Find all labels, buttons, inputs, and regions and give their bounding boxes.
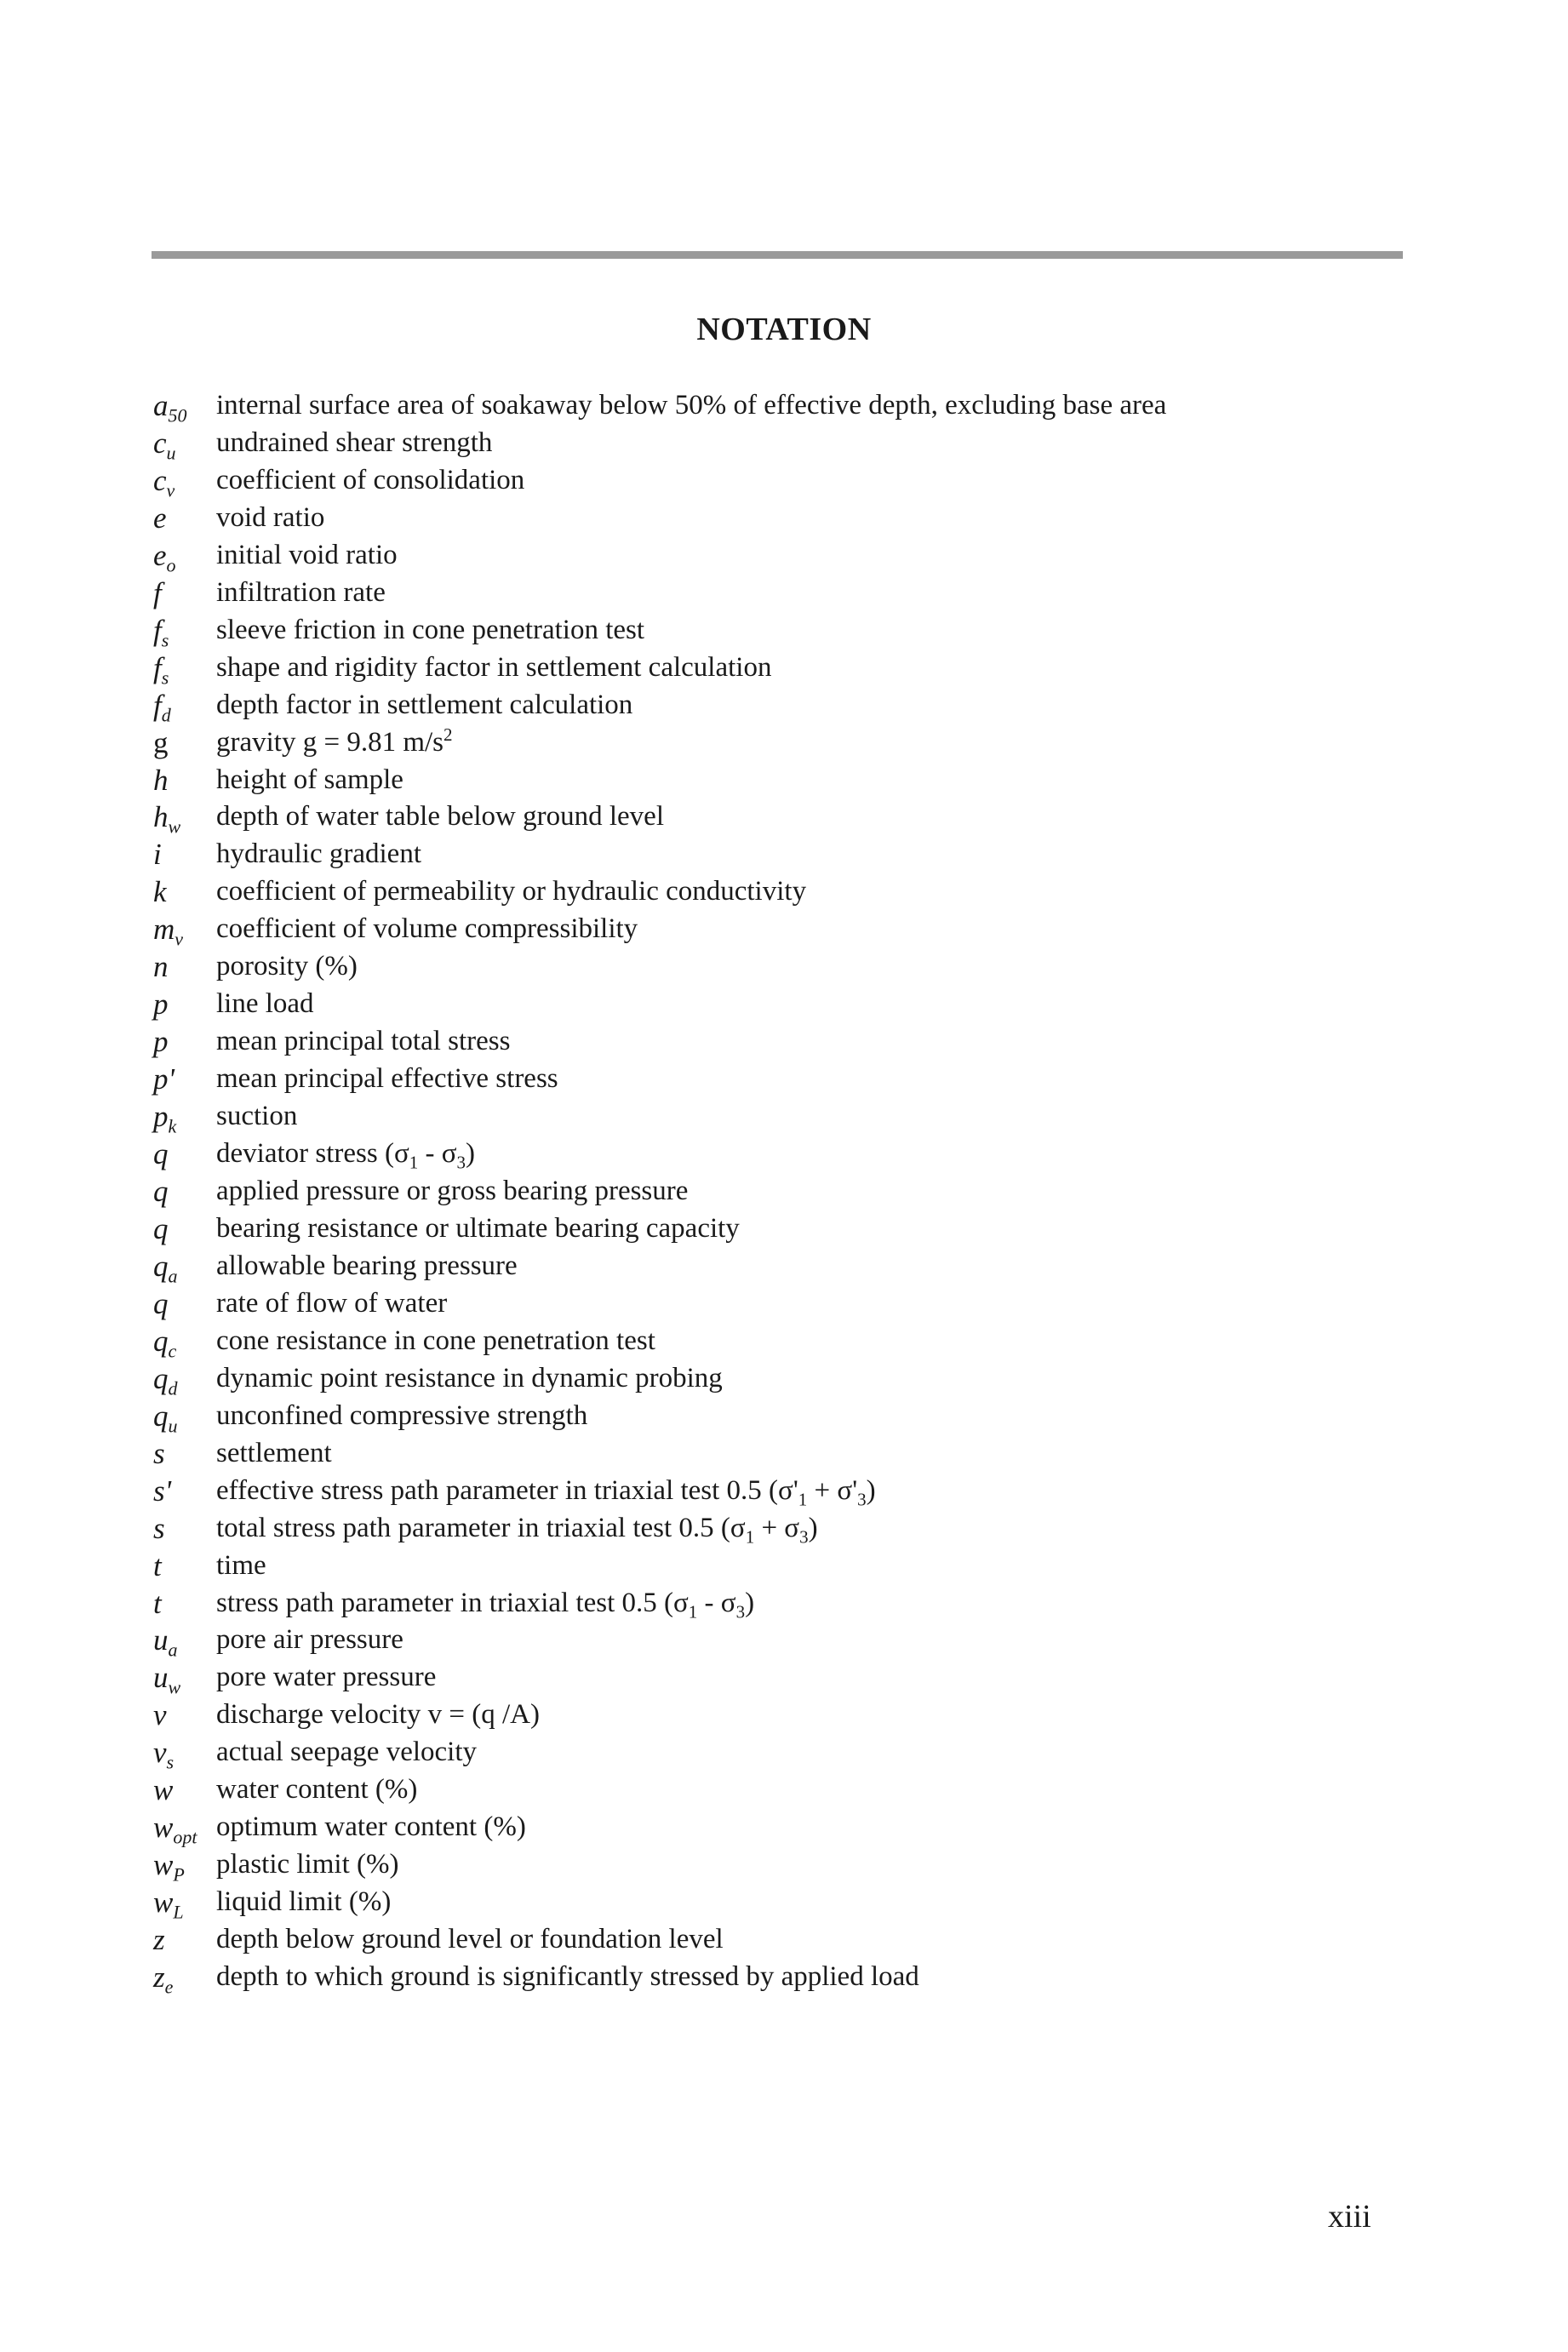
symbol-subscript: u bbox=[166, 442, 176, 464]
symbol-base: v bbox=[153, 1736, 167, 1770]
notation-row bbox=[153, 1585, 1405, 1622]
notation-row bbox=[153, 836, 1405, 873]
notation-symbol bbox=[153, 1959, 216, 1996]
notation-description bbox=[216, 1323, 655, 1360]
description-desc: total stress path parameter in triaxial test 0.5 (σ bbox=[216, 1512, 746, 1543]
symbol-base: g bbox=[153, 725, 169, 759]
description-desc: suction bbox=[216, 1101, 298, 1132]
notation-description bbox=[216, 1846, 398, 1884]
notation-row bbox=[153, 1323, 1405, 1360]
description-desc: water content (%) bbox=[216, 1774, 418, 1805]
notation-row bbox=[153, 1473, 1405, 1510]
description-desc-end: ) bbox=[745, 1587, 755, 1618]
symbol-base: f bbox=[153, 613, 162, 647]
notation-symbol bbox=[153, 387, 216, 425]
symbol-subscript: L bbox=[173, 1901, 184, 1923]
notation-symbol bbox=[153, 1173, 216, 1210]
notation-description bbox=[216, 1285, 447, 1323]
description-desc: optimum water content (%) bbox=[216, 1811, 526, 1843]
description-desc-end: ) bbox=[808, 1512, 818, 1543]
description-desc-s1: 1 bbox=[745, 1526, 755, 1548]
notation-row bbox=[153, 575, 1405, 612]
notation-row bbox=[153, 1884, 1405, 1921]
symbol-subscript: P bbox=[173, 1863, 185, 1886]
symbol-base: m bbox=[153, 913, 175, 947]
description-desc: deviator stress (σ bbox=[216, 1138, 409, 1170]
notation-description bbox=[216, 1173, 688, 1210]
symbol-base: i bbox=[153, 838, 162, 872]
description-desc: unconfined compressive strength bbox=[216, 1399, 588, 1431]
notation-symbol bbox=[153, 1435, 216, 1473]
symbol-base: w bbox=[153, 1811, 174, 1845]
notation-symbol bbox=[153, 1921, 216, 1959]
description-desc: actual seepage velocity bbox=[216, 1737, 478, 1768]
description-desc-mid: - σ bbox=[418, 1138, 457, 1170]
symbol-base: k bbox=[153, 875, 167, 909]
notation-description bbox=[216, 687, 632, 724]
symbol-base: t bbox=[153, 1548, 162, 1582]
notation-row bbox=[153, 1734, 1405, 1771]
notation-row bbox=[153, 650, 1405, 687]
notation-row bbox=[153, 425, 1405, 462]
description-desc: dynamic point resistance in dynamic probing bbox=[216, 1362, 723, 1393]
description-desc: allowable bearing pressure bbox=[216, 1250, 518, 1281]
header-rule bbox=[152, 251, 1403, 259]
notation-row bbox=[153, 687, 1405, 724]
notation-description bbox=[216, 425, 492, 462]
notation-row bbox=[153, 1398, 1405, 1435]
description-desc: initial void ratio bbox=[216, 539, 398, 570]
symbol-base: n bbox=[153, 950, 169, 984]
notation-row bbox=[153, 500, 1405, 537]
notation-row bbox=[153, 537, 1405, 575]
symbol-base: q bbox=[153, 1211, 169, 1245]
notation-description bbox=[216, 1884, 391, 1921]
description-desc: coefficient of volume compressibility bbox=[216, 913, 638, 945]
symbol-base: f bbox=[153, 575, 162, 609]
notation-row bbox=[153, 1697, 1405, 1734]
symbol-base: q bbox=[153, 1286, 169, 1320]
notation-description bbox=[216, 1098, 297, 1136]
symbol-base: s' bbox=[153, 1474, 172, 1508]
notation-description bbox=[216, 948, 358, 986]
notation-row bbox=[153, 724, 1405, 762]
notation-description bbox=[216, 1023, 511, 1061]
page-title: NOTATION bbox=[696, 312, 872, 347]
symbol-base: w bbox=[153, 1886, 174, 1920]
symbol-subscript: s bbox=[161, 629, 169, 651]
description-desc-end: ) bbox=[866, 1474, 876, 1506]
description-desc: discharge velocity v = (q /A) bbox=[216, 1699, 540, 1731]
symbol-subscript: a bbox=[168, 1640, 178, 1662]
notation-symbol bbox=[153, 911, 216, 951]
notation-description bbox=[216, 462, 524, 500]
notation-description bbox=[216, 387, 1166, 425]
description-desc: bearing resistance or ultimate bearing capacity bbox=[216, 1212, 740, 1244]
description-desc-mid: + σ bbox=[754, 1512, 800, 1543]
symbol-subscript: u bbox=[168, 1415, 178, 1437]
notation-symbol bbox=[153, 1510, 216, 1548]
description-desc-end: ) bbox=[466, 1138, 476, 1170]
description-desc: sleeve friction in cone penetration test bbox=[216, 614, 645, 645]
description-desc-s1: 1 bbox=[409, 1152, 419, 1173]
notation-symbol bbox=[153, 948, 216, 986]
symbol-base: c bbox=[153, 426, 167, 460]
notation-description bbox=[216, 762, 403, 799]
description-desc: porosity (%) bbox=[216, 951, 358, 982]
symbol-base: q bbox=[153, 1175, 169, 1209]
notation-row bbox=[153, 1809, 1405, 1846]
description-desc-mid: + σ' bbox=[807, 1474, 858, 1506]
notation-row bbox=[153, 387, 1405, 425]
notation-symbol bbox=[153, 425, 216, 462]
symbol-base: a bbox=[153, 389, 169, 422]
notation-description bbox=[216, 1061, 558, 1098]
notation-description bbox=[216, 1473, 876, 1510]
notation-description bbox=[216, 1771, 417, 1809]
description-desc: effective stress path parameter in triaxial test 0.5 (σ' bbox=[216, 1474, 798, 1506]
notation-row bbox=[153, 1959, 1405, 1996]
description-desc: line load bbox=[216, 988, 314, 1020]
notation-row bbox=[153, 1622, 1405, 1662]
description-desc: plastic limit (%) bbox=[216, 1849, 399, 1880]
symbol-subscript: c bbox=[168, 1340, 177, 1362]
notation-description bbox=[216, 1360, 723, 1398]
symbol-base: u bbox=[153, 1661, 169, 1695]
symbol-subscript: 50 bbox=[168, 404, 187, 426]
notation-row bbox=[153, 1098, 1405, 1136]
symbol-base: c bbox=[153, 463, 167, 497]
description-desc: depth below ground level or foundation level bbox=[216, 1924, 724, 1955]
notation-description bbox=[216, 1622, 403, 1659]
description-desc: void ratio bbox=[216, 501, 325, 533]
description-desc: height of sample bbox=[216, 764, 403, 795]
symbol-base: t bbox=[153, 1586, 162, 1620]
notation-row bbox=[153, 1061, 1405, 1098]
notation-description bbox=[216, 986, 314, 1023]
notation-description bbox=[216, 1959, 919, 1996]
notation-symbol bbox=[153, 1061, 216, 1098]
notation-row bbox=[153, 1210, 1405, 1248]
notation-symbol bbox=[153, 1659, 216, 1697]
description-desc: internal surface area of soakaway below 50% of effective depth, excluding base area bbox=[216, 390, 1167, 421]
notation-row bbox=[153, 1548, 1405, 1585]
notation-symbol bbox=[153, 1473, 216, 1510]
symbol-base: s bbox=[153, 1511, 165, 1545]
symbol-subscript: v bbox=[175, 929, 184, 951]
notation-row bbox=[153, 1846, 1405, 1884]
notation-row bbox=[153, 1659, 1405, 1697]
notation-symbol bbox=[153, 650, 216, 687]
notation-symbol bbox=[153, 1884, 216, 1921]
symbol-base: z bbox=[153, 1923, 165, 1957]
notation-symbol bbox=[153, 1023, 216, 1061]
symbol-base: w bbox=[153, 1773, 174, 1807]
description-desc-s1: 1 bbox=[688, 1601, 698, 1622]
notation-row bbox=[153, 948, 1405, 986]
notation-symbol bbox=[153, 462, 216, 500]
symbol-base: w bbox=[153, 1848, 174, 1882]
notation-description bbox=[216, 1136, 475, 1173]
notation-symbol bbox=[153, 1136, 216, 1173]
symbol-subscript: s bbox=[166, 1752, 175, 1773]
symbol-base: z bbox=[153, 1960, 165, 1994]
notation-row bbox=[153, 1921, 1405, 1959]
notation-description bbox=[216, 1510, 818, 1548]
notation-symbol bbox=[153, 1398, 216, 1435]
notation-symbol bbox=[153, 500, 216, 537]
description-desc: hydraulic gradient bbox=[216, 838, 421, 870]
notation-description bbox=[216, 836, 421, 873]
symbol-base: f bbox=[153, 650, 162, 684]
notation-description bbox=[216, 873, 806, 911]
notation-description bbox=[216, 1659, 436, 1697]
description-desc: undrained shear strength bbox=[216, 426, 493, 458]
symbol-subscript: v bbox=[166, 479, 175, 501]
notation-symbol bbox=[153, 1846, 216, 1884]
notation-symbol bbox=[153, 986, 216, 1023]
notation-row bbox=[153, 986, 1405, 1023]
notation-symbol bbox=[153, 575, 216, 612]
notation-symbol bbox=[153, 724, 216, 762]
notation-symbol bbox=[153, 1548, 216, 1585]
notation-description bbox=[216, 1398, 587, 1435]
notation-symbol bbox=[153, 1210, 216, 1248]
notation-symbol bbox=[153, 1360, 216, 1398]
notation-description bbox=[216, 724, 453, 762]
description-desc-s1: 1 bbox=[798, 1489, 808, 1510]
notation-description bbox=[216, 1248, 518, 1285]
description-desc: time bbox=[216, 1549, 266, 1581]
notation-symbol bbox=[153, 612, 216, 650]
symbol-subscript: w bbox=[168, 1677, 181, 1699]
notation-row bbox=[153, 1435, 1405, 1473]
notation-symbol bbox=[153, 1248, 216, 1285]
notation-row bbox=[153, 1248, 1405, 1285]
description-desc: stress path parameter in triaxial test 0.5 (σ bbox=[216, 1587, 689, 1618]
description-desc: depth to which ground is significantly stressed by applied load bbox=[216, 1961, 919, 1993]
description-desc: mean principal effective stress bbox=[216, 1063, 558, 1095]
notation-row bbox=[153, 1136, 1405, 1173]
symbol-base: h bbox=[153, 800, 169, 834]
notation-symbol bbox=[153, 836, 216, 873]
description-desc: shape and rigidity factor in settlement calculation bbox=[216, 651, 772, 683]
notation-symbol bbox=[153, 1323, 216, 1360]
description-desc: coefficient of consolidation bbox=[216, 464, 525, 495]
notation-list bbox=[153, 387, 1405, 1996]
description-desc-sup: 2 bbox=[444, 724, 453, 745]
symbol-subscript: a bbox=[168, 1265, 178, 1287]
notation-description bbox=[216, 798, 664, 836]
notation-row bbox=[153, 798, 1405, 836]
notation-row bbox=[153, 1023, 1405, 1061]
symbol-base: q bbox=[153, 1399, 169, 1433]
notation-description bbox=[216, 1210, 740, 1248]
notation-description bbox=[216, 500, 324, 537]
notation-row bbox=[153, 1173, 1405, 1210]
description-desc: pore air pressure bbox=[216, 1624, 403, 1656]
symbol-base: p bbox=[153, 1025, 169, 1059]
description-desc: applied pressure or gross bearing pressure bbox=[216, 1176, 689, 1207]
description-desc: liquid limit (%) bbox=[216, 1886, 392, 1918]
symbol-subscript: d bbox=[161, 704, 171, 726]
notation-row bbox=[153, 1510, 1405, 1548]
symbol-subscript: e bbox=[164, 1976, 174, 1998]
symbol-base: q bbox=[153, 1361, 169, 1395]
page-number: xiii bbox=[1328, 2199, 1371, 2235]
symbol-subscript: k bbox=[168, 1115, 177, 1137]
notation-row bbox=[153, 911, 1405, 951]
description-desc-s2: 3 bbox=[456, 1152, 466, 1173]
notation-description bbox=[216, 1548, 266, 1585]
notation-symbol bbox=[153, 1098, 216, 1136]
symbol-subscript: w bbox=[168, 816, 181, 838]
notation-row bbox=[153, 1771, 1405, 1809]
description-desc: settlement bbox=[216, 1437, 332, 1468]
description-desc: pore water pressure bbox=[216, 1662, 437, 1693]
symbol-base: h bbox=[153, 763, 169, 797]
description-desc-s2: 3 bbox=[799, 1526, 809, 1548]
notation-row bbox=[153, 1360, 1405, 1398]
notation-row bbox=[153, 762, 1405, 799]
notation-description bbox=[216, 1585, 754, 1622]
description-desc: infiltration rate bbox=[216, 576, 386, 608]
notation-description bbox=[216, 911, 638, 948]
notation-description bbox=[216, 1734, 477, 1771]
symbol-base: e bbox=[153, 538, 167, 572]
notation-row bbox=[153, 1285, 1405, 1323]
notation-description bbox=[216, 537, 398, 575]
symbol-base: e bbox=[153, 501, 167, 535]
notation-symbol bbox=[153, 873, 216, 911]
notation-row bbox=[153, 873, 1405, 911]
notation-symbol bbox=[153, 1585, 216, 1622]
notation-symbol bbox=[153, 537, 216, 575]
symbol-base: f bbox=[153, 688, 162, 722]
notation-symbol bbox=[153, 762, 216, 799]
symbol-base: p' bbox=[153, 1062, 175, 1096]
symbol-subscript: opt bbox=[173, 1826, 197, 1848]
symbol-subscript: s bbox=[161, 667, 169, 689]
symbol-subscript: d bbox=[168, 1377, 178, 1399]
notation-symbol bbox=[153, 1285, 216, 1323]
notation-symbol bbox=[153, 687, 216, 724]
symbol-base: q bbox=[153, 1249, 169, 1283]
description-desc: mean principal total stress bbox=[216, 1026, 511, 1057]
description-desc: depth factor in settlement calculation bbox=[216, 689, 633, 720]
notation-description bbox=[216, 1921, 724, 1959]
notation-symbol bbox=[153, 1809, 216, 1846]
notation-row bbox=[153, 612, 1405, 650]
symbol-subscript: o bbox=[166, 554, 176, 576]
description-desc: cone resistance in cone penetration test bbox=[216, 1325, 655, 1356]
notation-description bbox=[216, 612, 644, 650]
notation-description bbox=[216, 1435, 332, 1473]
description-desc: gravity g = 9.81 m/s bbox=[216, 726, 444, 758]
symbol-base: p bbox=[153, 1100, 169, 1134]
notation-symbol bbox=[153, 1697, 216, 1734]
notation-description bbox=[216, 575, 386, 612]
notation-row bbox=[153, 462, 1405, 500]
symbol-base: s bbox=[153, 1436, 165, 1470]
symbol-base: q bbox=[153, 1324, 169, 1358]
notation-symbol bbox=[153, 1771, 216, 1809]
notation-description bbox=[216, 1697, 540, 1734]
symbol-base: p bbox=[153, 987, 169, 1021]
description-desc: depth of water table below ground level bbox=[216, 801, 664, 833]
symbol-base: u bbox=[153, 1623, 169, 1657]
notation-description bbox=[216, 650, 771, 687]
description-desc-s2: 3 bbox=[857, 1489, 867, 1510]
description-desc: rate of flow of water bbox=[216, 1287, 448, 1319]
symbol-base: v bbox=[153, 1698, 167, 1732]
description-desc-s2: 3 bbox=[735, 1601, 746, 1622]
notation-symbol bbox=[153, 1622, 216, 1662]
notation-description bbox=[216, 1809, 526, 1846]
symbol-base: q bbox=[153, 1137, 169, 1171]
description-desc-mid: - σ bbox=[697, 1587, 736, 1618]
notation-symbol bbox=[153, 798, 216, 836]
description-desc: coefficient of permeability or hydraulic conductivity bbox=[216, 876, 807, 907]
notation-symbol bbox=[153, 1734, 216, 1771]
